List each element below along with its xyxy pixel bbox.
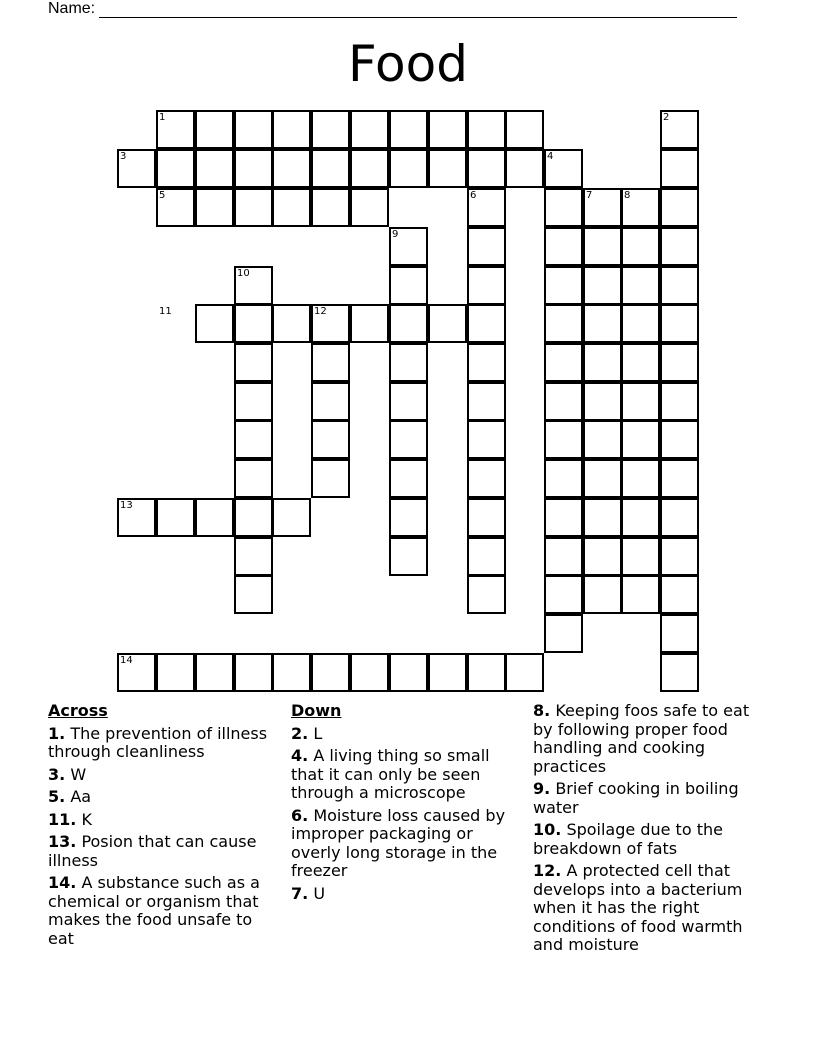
grid-cell[interactable]: [660, 653, 699, 692]
grid-cell[interactable]: [350, 304, 389, 343]
clue-text: Brief cooking in boiling water: [533, 779, 739, 817]
grid-cell[interactable]: [660, 382, 699, 421]
cell-number: 3: [120, 151, 127, 162]
grid-cell[interactable]: [660, 575, 699, 614]
grid-cell[interactable]: [505, 110, 544, 149]
clue: [533, 702, 773, 776]
grid-cell[interactable]: [544, 575, 583, 614]
down-heading: Down: [291, 701, 342, 720]
grid-cell[interactable]: [195, 110, 234, 149]
cell-number: 2: [663, 112, 670, 123]
cell-number: 12: [314, 306, 327, 317]
grid-cell[interactable]: [350, 653, 389, 692]
down-clues-continued: [533, 702, 773, 959]
grid-cell[interactable]: [389, 653, 428, 692]
grid-cell[interactable]: [621, 382, 660, 421]
grid-cell[interactable]: [467, 575, 506, 614]
cell-number: 5: [159, 190, 166, 201]
clue-text: Moisture loss caused by improper packaging or overly long storage in the freezer: [291, 805, 506, 880]
grid-cell[interactable]: [350, 110, 389, 149]
grid-cell[interactable]: [234, 110, 273, 149]
grid-cell[interactable]: [234, 343, 273, 382]
clue-number: 10.: [533, 820, 562, 839]
clue: [291, 747, 521, 803]
grid-cell[interactable]: [234, 575, 273, 614]
cell-number: 4: [547, 151, 554, 162]
clue: [291, 725, 521, 744]
grid-cell[interactable]: [156, 498, 195, 537]
clue-number: 1.: [48, 723, 66, 743]
grid-cell[interactable]: [660, 227, 699, 266]
grid-cell[interactable]: [428, 653, 467, 692]
clue-number: 11.: [48, 809, 77, 829]
clue: [48, 788, 280, 807]
grid-cell[interactable]: [544, 420, 583, 459]
grid-cell[interactable]: [195, 304, 234, 343]
grid-cell[interactable]: [660, 188, 699, 227]
grid-cell[interactable]: [272, 149, 311, 188]
clue: [48, 725, 280, 762]
cell-number: 14: [120, 655, 133, 666]
grid-cell[interactable]: [311, 382, 350, 421]
grid-cell[interactable]: [467, 382, 506, 421]
grid-cell[interactable]: [272, 188, 311, 227]
grid-cell[interactable]: [156, 149, 195, 188]
grid-cell[interactable]: [621, 343, 660, 382]
grid-cell[interactable]: [389, 149, 428, 188]
clue: [48, 833, 280, 870]
cell-number: 10: [237, 268, 250, 279]
clue-text: W: [70, 764, 87, 784]
grid-cell[interactable]: [660, 266, 699, 305]
grid-cell[interactable]: [660, 537, 699, 576]
grid-cell[interactable]: [544, 266, 583, 305]
clue: [48, 766, 280, 785]
grid-cell[interactable]: [621, 266, 660, 305]
grid-cell[interactable]: [389, 266, 428, 305]
grid-cell[interactable]: [311, 459, 350, 498]
grid-cell[interactable]: [660, 149, 699, 188]
across-clues: [48, 702, 280, 952]
grid-cell[interactable]: [467, 227, 506, 266]
clue-text: L: [313, 723, 323, 743]
grid-cell[interactable]: [544, 304, 583, 343]
clue-text: Keeping foos safe to eat by following proper food handling and cooking practices: [533, 701, 750, 776]
down-clues: [291, 702, 521, 907]
grid-cell[interactable]: [544, 537, 583, 576]
grid-cell[interactable]: [389, 304, 428, 343]
grid-cell[interactable]: [467, 498, 506, 537]
clue-number: 6.: [291, 805, 309, 825]
grid-cell[interactable]: [467, 266, 506, 305]
grid-cell[interactable]: [234, 382, 273, 421]
grid-cell[interactable]: [234, 498, 273, 537]
grid-cell[interactable]: [389, 420, 428, 459]
grid-cell[interactable]: [272, 653, 311, 692]
clue: [291, 807, 521, 881]
grid-cell[interactable]: [311, 149, 350, 188]
clue-text: K: [81, 809, 92, 829]
grid-cell[interactable]: [234, 149, 273, 188]
cell-number: 8: [624, 190, 631, 201]
grid-cell[interactable]: [272, 498, 311, 537]
cell-number: 13: [120, 500, 133, 511]
page-title: Food: [348, 35, 468, 93]
grid-cell[interactable]: [428, 149, 467, 188]
grid-cell[interactable]: [389, 110, 428, 149]
grid-cell[interactable]: [350, 188, 389, 227]
grid-cell[interactable]: [389, 537, 428, 576]
grid-cell[interactable]: [621, 227, 660, 266]
clue-text: A substance such as a chemical or organism that makes the food unsafe to eat: [48, 873, 260, 948]
grid-cell[interactable]: [583, 227, 622, 266]
clue-text: Spoilage due to the breakdown of fats: [533, 820, 723, 858]
grid-cell[interactable]: [272, 110, 311, 149]
grid-cell[interactable]: [195, 653, 234, 692]
grid-cell[interactable]: [583, 304, 622, 343]
cell-number: 1: [159, 112, 166, 123]
grid-cell[interactable]: [234, 188, 273, 227]
grid-cell[interactable]: [467, 653, 506, 692]
grid-cell[interactable]: [428, 110, 467, 149]
cell-number: 6: [470, 190, 477, 201]
grid-cell[interactable]: [428, 304, 467, 343]
grid-cell[interactable]: [505, 653, 544, 692]
grid-cell[interactable]: [467, 304, 506, 343]
grid-cell[interactable]: [544, 614, 583, 653]
clue: [533, 780, 773, 817]
grid-cell[interactable]: [660, 459, 699, 498]
grid-cell[interactable]: [311, 343, 350, 382]
clue-text: A protected cell that develops into a bacterium when it has the right conditions of food warmth and moisture: [533, 861, 743, 954]
clue-text: A living thing so small that it can only be seen through a microscope: [291, 746, 490, 802]
grid-cell[interactable]: [583, 498, 622, 537]
grid-cell[interactable]: [234, 420, 273, 459]
grid-cell[interactable]: [272, 304, 311, 343]
grid-cell[interactable]: [311, 188, 350, 227]
grid-cell[interactable]: [195, 188, 234, 227]
grid-cell[interactable]: [660, 498, 699, 537]
clue: [533, 862, 773, 955]
grid-cell[interactable]: [311, 653, 350, 692]
clue-number: 3.: [48, 764, 66, 784]
grid-cell[interactable]: [544, 343, 583, 382]
grid-cell[interactable]: [621, 498, 660, 537]
clue-number: 13.: [48, 832, 77, 851]
grid-cell[interactable]: [311, 420, 350, 459]
grid-cell[interactable]: [621, 420, 660, 459]
grid-cell[interactable]: [583, 420, 622, 459]
grid-cell[interactable]: [621, 304, 660, 343]
grid-cell[interactable]: [195, 498, 234, 537]
cell-number: 11: [159, 306, 172, 317]
grid-cell[interactable]: [544, 227, 583, 266]
grid-cell[interactable]: [544, 188, 583, 227]
grid-cell[interactable]: [544, 382, 583, 421]
grid-cell[interactable]: [234, 304, 273, 343]
grid-cell[interactable]: [583, 459, 622, 498]
clue-number: 9.: [533, 779, 551, 798]
grid-cell[interactable]: [583, 575, 622, 614]
clue: [291, 885, 521, 904]
grid-cell[interactable]: [660, 343, 699, 382]
clue: [48, 874, 280, 948]
clue-text: U: [313, 883, 326, 903]
grid-cell[interactable]: [505, 149, 544, 188]
grid-cell[interactable]: [156, 653, 195, 692]
grid-cell[interactable]: [467, 149, 506, 188]
clue-text: Posion that can cause illness: [48, 832, 257, 870]
grid-cell[interactable]: [467, 537, 506, 576]
clue-number: 2.: [291, 723, 309, 743]
clue-number: 12.: [533, 861, 562, 880]
grid-cell[interactable]: [234, 653, 273, 692]
grid-cell[interactable]: [467, 420, 506, 459]
grid-cell[interactable]: [389, 382, 428, 421]
name-label: Name:: [48, 0, 96, 17]
clue-number: 14.: [48, 873, 77, 892]
clue-number: 7.: [291, 883, 309, 903]
grid-cell[interactable]: [621, 537, 660, 576]
clue-text: The prevention of illness through cleanliness: [48, 723, 268, 761]
grid-cell[interactable]: [621, 575, 660, 614]
grid-cell[interactable]: [389, 343, 428, 382]
clue-text: Aa: [70, 787, 92, 806]
grid-cell[interactable]: [544, 459, 583, 498]
cell-number: 9: [392, 229, 399, 240]
grid-cell[interactable]: [389, 459, 428, 498]
clue: [48, 811, 280, 830]
across-heading: Across: [48, 701, 108, 720]
grid-cell[interactable]: [350, 149, 389, 188]
grid-cell[interactable]: [583, 266, 622, 305]
grid-cell[interactable]: [195, 149, 234, 188]
grid-cell[interactable]: [389, 498, 428, 537]
grid-cell[interactable]: [467, 459, 506, 498]
cell-number: 7: [586, 190, 593, 201]
grid-cell[interactable]: [234, 459, 273, 498]
grid-cell[interactable]: [311, 110, 350, 149]
clue: [533, 821, 773, 858]
grid-cell[interactable]: [621, 459, 660, 498]
clue-number: 4.: [291, 746, 309, 765]
grid-cell[interactable]: [583, 537, 622, 576]
grid-cell[interactable]: [660, 614, 699, 653]
clue-number: 8.: [533, 701, 551, 720]
grid-cell[interactable]: [234, 537, 273, 576]
grid-cell[interactable]: [583, 382, 622, 421]
grid-cell[interactable]: [467, 110, 506, 149]
grid-cell[interactable]: [660, 420, 699, 459]
grid-cell[interactable]: [544, 498, 583, 537]
grid-cell[interactable]: [467, 343, 506, 382]
clue-number: 5.: [48, 787, 66, 806]
grid-cell[interactable]: [660, 304, 699, 343]
grid-cell[interactable]: [583, 343, 622, 382]
